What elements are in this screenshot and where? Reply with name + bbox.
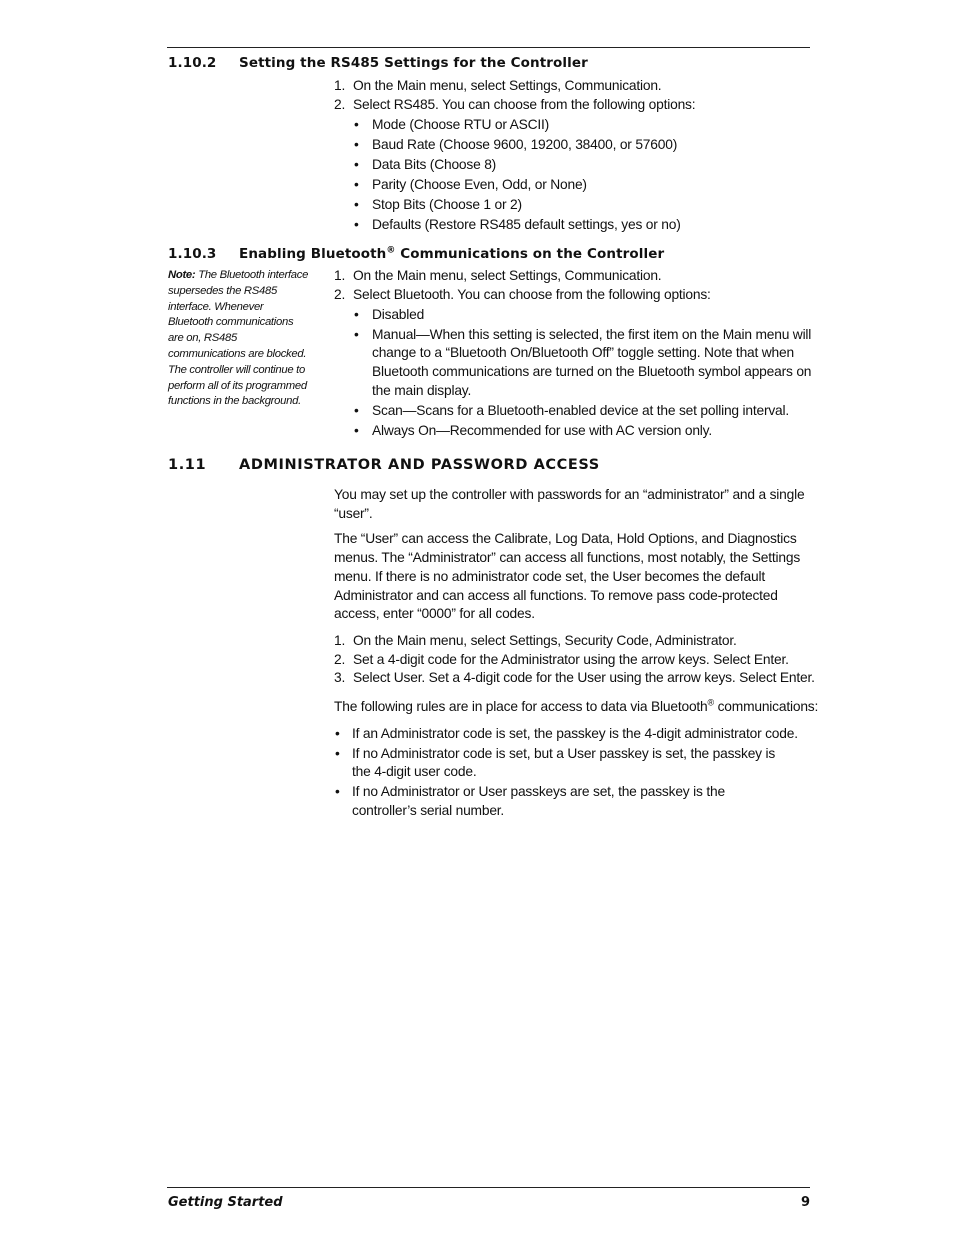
option-item: • Data Bits (Choose 8) [354,156,497,172]
heading-1-10-3 [168,246,664,262]
rule-item: • If no Administrator code is set, but a User passkey is set, the passkey is the 4-digit user code. [335,745,776,780]
top-rule [167,47,810,48]
section-1-11-body [334,486,819,821]
page-footer [168,1195,810,1210]
section-1-10-2-body [334,77,812,234]
registered-mark: ® [707,697,714,708]
rules-intro: The following rules are in place for access to data via Bluetooth® communications: [334,697,819,715]
option-item: • Baud Rate (Choose 9600, 19200, 38400, or 57600) [354,136,678,152]
paragraph: The “User” can access the Calibrate, Log Data, Hold Options, and Diagnostics menus. The “Administrator” can access all functions, most notably, the Settings menu. If there is no administrator code set, the User becomes the default Administrator and can access all functions. To remove pass code-protected access, enter “0000” for all codes. [334,531,801,622]
option-item: • Defaults (Restore RS485 default settings, yes or no) [354,216,681,232]
registered-mark: ® [386,245,396,256]
option-item: • Mode (Choose RTU or ASCII) [354,116,550,132]
option-item: • Parity (Choose Even, Odd, or None) [354,176,587,192]
step-3: 3. Select User. Set a 4-digit code for the User using the arrow keys. Select Enter. [334,670,815,686]
option-item: • Disabled [354,306,425,322]
heading-number: 1.11 [168,457,207,473]
step-1: 1. On the Main menu, select Settings, Communication. [334,268,662,283]
heading-title-part2: Communications on the Controller [395,246,665,262]
rule-item: • If an Administrator code is set, the passkey is the 4-digit administrator code. [335,725,798,741]
step-1: 1. On the Main menu, select Settings, Security Code, Administrator. [334,632,737,648]
option-item: • Manual—When this setting is selected, the first item on the Main menu will change to a “Bluetooth On/Bluetooth Off” toggle setting. Note that when Bluetooth communications are turned on the Bluetooth symbol appears on the main display. [354,326,812,398]
heading-1-10-2 [168,55,588,71]
side-note: Note: The Bluetooth interface supersedes the RS485 interface. Whenever Bluetooth communications are on, RS485 communications are blocked. The controller will continue to perform all of its programmed functions in the background. [168,269,309,408]
heading-title: Setting the RS485 Settings for the Controller [239,55,588,71]
note-label: Note: [168,269,196,281]
heading-title: ADMINISTRATOR AND PASSWORD ACCESS [239,457,600,473]
step-2: 2. Select Bluetooth. You can choose from the following options: [334,286,711,302]
rule-item: • If no Administrator or User passkeys are set, the passkey is the controller’s serial number. [335,784,725,819]
step-1: 1. On the Main menu, select Settings, Communication. [334,78,662,93]
heading-1-11 [168,457,600,473]
step-2: 2. Set a 4-digit code for the Administrator using the arrow keys. Select Enter. [334,651,789,667]
paragraph: You may set up the controller with passwords for an “administrator” and a single “user”. [334,487,805,521]
footer-title: Getting Started [168,1195,283,1210]
option-item: • Always On—Recommended for use with AC version only. [354,422,712,438]
footer-rule [167,1187,810,1188]
heading-title-part1: Enabling Bluetooth [239,246,387,262]
heading-number: 1.10.2 [168,55,217,71]
step-2: 2. Select RS485. You can choose from the following options: [334,96,696,112]
option-item: • Scan—Scans for a Bluetooth-enabled device at the set polling interval. [354,402,790,418]
section-1-10-3-body [334,267,812,441]
page-number: 9 [800,1195,810,1210]
heading-number: 1.10.3 [168,246,217,262]
option-item: • Stop Bits (Choose 1 or 2) [354,196,522,212]
